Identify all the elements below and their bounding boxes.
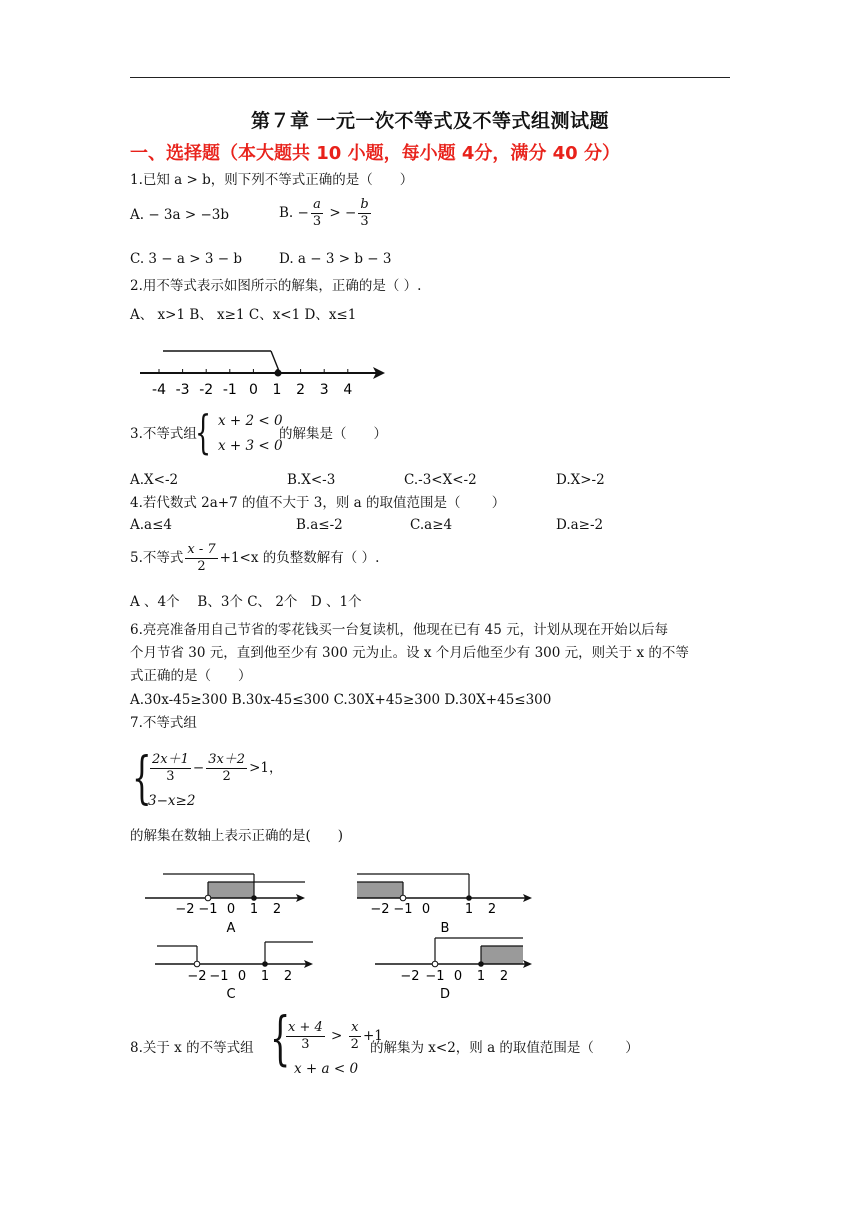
q2-axis-label: -3 [175,382,190,398]
q2-axis-label: -4 [152,382,166,398]
q4-option-a: A.a≤4 [130,517,172,533]
q7-line2: 3−x≥2 [148,793,196,809]
q7-axis-label: 1 [476,969,486,984]
q3-option-a: A.X<-2 [130,472,179,488]
q2-options: A、 x>1 B、 x≥1 C、x<1 D、x≤1 [130,307,357,323]
q2-axis-label: 2 [296,382,306,398]
q3-prefix: 3.不等式组 [130,426,197,442]
q3-suffix: 的解集是（ ） [279,426,387,442]
q7-axis-label: −1 [425,969,445,984]
q7-axis-label: −2 [400,969,420,984]
q1-b-prefix: B. − [279,205,309,221]
q7-axis-label: 0 [421,902,431,917]
q5-frac: $\frac{x - 7}{2}$ [187,542,216,574]
q1-b-frac1: $\frac{a}{3}$ [312,197,322,229]
q7-axis-label: 2 [283,969,293,984]
q1-option-b [279,197,373,230]
q8-line2: x + a < 0 [294,1061,359,1077]
q7-axis-label: −1 [393,902,413,917]
q2-axis-label: 0 [248,382,258,398]
q2-axis-label: -1 [222,382,237,398]
q7-axis-label: 0 [226,902,236,917]
q1-option-c: C. 3 − a > 3 − b [130,251,242,267]
q7-axis-label: 2 [499,969,509,984]
q2-axis-label: -2 [199,382,214,398]
section-heading: 一、选择题（本大题共 10 小题，每小题 4分，满分 40 分） [130,143,620,164]
q7-axis-label: 0 [237,969,247,984]
q7-axis-label: −2 [370,902,390,917]
q7-axis-d [375,938,532,968]
q7-axis-label: −2 [187,969,207,984]
q2-axis-label: 1 [272,382,282,398]
q8-brace: { [270,1004,291,1072]
q7-axis-label: 2 [487,902,497,917]
q2-number-line [135,340,395,400]
q8-prefix: 8.关于 x 的不等式组 [130,1040,254,1056]
q7-axis-label: −1 [198,902,218,917]
q7-figure-letter: B [440,921,450,936]
q7-question: 的解集在数轴上表示正确的是( ) [130,828,344,844]
q5-options: A 、4个 B、3个 C、 2个 D 、1个 [130,594,362,610]
q7-stem: 7.不等式组 [130,715,197,731]
q7-axis-label: −1 [209,969,229,984]
q4-option-d: D.a≥-2 [556,517,604,533]
q7-axis-label: 0 [453,969,463,984]
header-rule [130,77,730,78]
q6-line3: 式正确的是（ ） [130,668,252,684]
q7-figure-letter: D [439,987,451,1002]
q2-axis-label: 4 [343,382,353,398]
q7-axis-label: 1 [464,902,474,917]
q7-figure-letter: A [226,921,236,936]
q7-figure-letter: C [226,987,236,1002]
q1-b-frac2: $\frac{b}{3}$ [360,197,369,229]
q7-line1: $\frac{2x+1}{3}$ − $\frac{3x+2}{2}$ >1， [152,752,283,784]
q5-line: 5.不等式 $\frac{x - 7}{2}$ +1<x 的负整数解有（ ）. [130,542,380,574]
q6-line2: 个月节省 30 元，直到他至少有 300 元为止。设 x 个月后他至少有 300 元，则关于 x 的不等 [130,645,689,661]
q8-line1: $\frac{x + 4}{3}$ > $\frac{x}{2}$ +1 [288,1020,383,1052]
q3-option-c: C.-3<X<-2 [404,472,477,488]
q1-option-d: D. a − 3 > b − 3 [279,251,392,267]
q3-option-d: D.X>-2 [556,472,605,488]
q3-line2: x + 3 < 0 [218,438,283,454]
q4-option-b: B.a≤-2 [296,517,343,533]
q1-option-a: A. − 3a > −3b [130,207,230,223]
q6-options: A.30x-45≥300 B.30x-45≤300 C.30X+45≥300 D.30X+45≤300 [130,692,552,708]
q7-axis-label: 2 [272,902,282,917]
q7-axis-c [155,942,313,968]
q7-axis-label: 1 [260,969,270,984]
q2-stem: 2.用不等式表示如图所示的解集，正确的是（ ）. [130,278,422,294]
q7-figure [135,866,545,1006]
q1-b-mid: > − [325,205,357,221]
q7-axis-label: −2 [175,902,195,917]
q3-brace: { [195,405,212,459]
q8-suffix: 的解集为 x<2，则 a 的取值范围是（ ） [370,1040,639,1056]
q6-line1: 6.亮亮准备用自己节省的零花钱买一台复读机，他现在已有 45 元，计划从现在开始以后每 [130,622,669,638]
q3-option-b: B.X<-3 [287,472,336,488]
q7-axis-a [145,874,305,902]
q3-line1: x + 2 < 0 [218,413,283,429]
q2-axis-label: 3 [319,382,329,398]
q4-option-c: C.a≥4 [410,517,453,533]
q7-axis-label: 1 [249,902,259,917]
page-title: 第７章 一元一次不等式及不等式组测试题 [250,110,610,132]
q1-stem: 1.已知 a > b，则下列不等式正确的是（ ） [130,172,414,188]
q4-stem: 4.若代数式 2a+7 的值不大于 3，则 a 的取值范围是（ ） [130,495,506,511]
q7-axis-b [357,874,532,902]
q7-brace: { [132,746,152,811]
